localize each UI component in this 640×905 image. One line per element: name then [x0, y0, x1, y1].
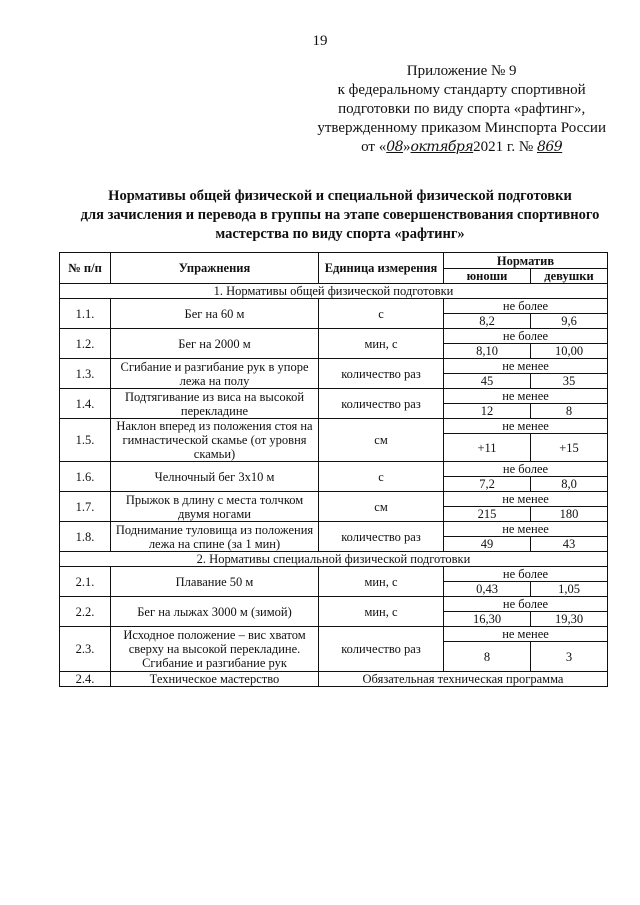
header-unit: Единица измерения	[319, 253, 444, 284]
row-unit: с	[319, 462, 444, 492]
row-exercise: Сгибание и разгибание рук в упоре лежа на полу	[111, 359, 319, 389]
row-exercise: Поднимание туловища из положения лежа на спине (за 1 мин)	[111, 522, 319, 552]
row-exercise: Техническое мастерство	[111, 672, 319, 687]
row-girls-value: 10,00	[531, 344, 608, 359]
row-exercise: Наклон вперед из положения стоя на гимнастической скамье (от уровня скамьи)	[111, 419, 319, 462]
row-condition: не менее	[444, 627, 608, 642]
row-boys-value: +11	[444, 434, 531, 462]
appendix-line-3: подготовки по виду спорта «рафтинг»,	[338, 101, 586, 117]
row-num: 1.2.	[60, 329, 111, 359]
document-title	[40, 187, 640, 244]
order-number: 869	[536, 139, 563, 155]
row-exercise: Бег на 60 м	[111, 299, 319, 329]
row-boys-value: 12	[444, 404, 531, 419]
row-condition: не менее	[444, 522, 608, 537]
row-num: 1.1.	[60, 299, 111, 329]
appendix-line-4: утвержденному приказом Минспорта России	[317, 120, 606, 136]
appendix-date-line	[317, 138, 606, 157]
row-boys-value: 45	[444, 374, 531, 389]
row-girls-value: 19,30	[531, 612, 608, 627]
norms-table	[59, 252, 608, 687]
header-boys: юноши	[444, 269, 531, 284]
row-condition: не менее	[444, 359, 608, 374]
section-title: 1. Нормативы общей физической подготовки	[60, 284, 608, 299]
header-girls: девушки	[531, 269, 608, 284]
title-line-3: мастерства по виду спорта «рафтинг»	[215, 226, 465, 242]
row-condition: не более	[444, 567, 608, 582]
row-girls-value: +15	[531, 434, 608, 462]
row-girls-value: 35	[531, 374, 608, 389]
row-unit: мин, с	[319, 597, 444, 627]
row-exercise: Прыжок в длину с места толчком двумя ногами	[111, 492, 319, 522]
row-unit: количество раз	[319, 627, 444, 672]
row-boys-value: 215	[444, 507, 531, 522]
row-num: 1.7.	[60, 492, 111, 522]
row-exercise: Исходное положение – вис хватом сверху на высокой перекладине. Сгибание и разгибание рук	[111, 627, 319, 672]
header-num: № п/п	[60, 253, 111, 284]
row-boys-value: 8	[444, 642, 531, 672]
row-boys-value: 16,30	[444, 612, 531, 627]
row-num: 1.6.	[60, 462, 111, 492]
row-unit: см	[319, 419, 444, 462]
row-num: 1.5.	[60, 419, 111, 462]
row-exercise: Бег на 2000 м	[111, 329, 319, 359]
row-boys-value: 8,2	[444, 314, 531, 329]
row-condition: не более	[444, 299, 608, 314]
row-exercise: Челночный бег 3х10 м	[111, 462, 319, 492]
appendix-header	[317, 62, 606, 157]
date-prefix: от «	[361, 139, 387, 155]
row-boys-value: 7,2	[444, 477, 531, 492]
row-unit: количество раз	[319, 522, 444, 552]
section-title: 2. Нормативы специальной физической подготовки	[60, 552, 608, 567]
appendix-line-2: к федеральному стандарту спортивной	[337, 82, 586, 98]
header-norm: Норматив	[444, 253, 608, 269]
row-exercise: Бег на лыжах 3000 м (зимой)	[111, 597, 319, 627]
row-exercise: Плавание 50 м	[111, 567, 319, 597]
title-line-2: для зачисления и перевода в группы на этапе совершенствования спортивного	[80, 207, 600, 223]
row-boys-value: 8,10	[444, 344, 531, 359]
row-exercise: Подтягивание из виса на высокой перекладине	[111, 389, 319, 419]
appendix-title: Приложение № 9	[406, 63, 517, 79]
row-girls-value: 9,6	[531, 314, 608, 329]
row-girls-value: 43	[531, 537, 608, 552]
row-unit: мин, с	[319, 567, 444, 597]
row-unit: с	[319, 299, 444, 329]
row-unit: см	[319, 492, 444, 522]
row-boys-value: 49	[444, 537, 531, 552]
row-num: 1.8.	[60, 522, 111, 552]
date-year: 2021 г. №	[473, 139, 534, 155]
page-number: 19	[312, 33, 328, 49]
header-exercise: Упражнения	[111, 253, 319, 284]
row-merged-value: Обязательная техническая программа	[319, 672, 608, 687]
row-condition: не более	[444, 597, 608, 612]
row-num: 1.3.	[60, 359, 111, 389]
row-girls-value: 3	[531, 642, 608, 672]
row-num: 2.2.	[60, 597, 111, 627]
row-num: 1.4.	[60, 389, 111, 419]
row-condition: не более	[444, 329, 608, 344]
row-condition: не более	[444, 462, 608, 477]
row-num: 2.4.	[60, 672, 111, 687]
row-condition: не менее	[444, 492, 608, 507]
title-line-1: Нормативы общей физической и специальной физической подготовки	[108, 188, 572, 204]
row-girls-value: 8,0	[531, 477, 608, 492]
row-girls-value: 8	[531, 404, 608, 419]
row-num: 2.1.	[60, 567, 111, 597]
row-girls-value: 1,05	[531, 582, 608, 597]
row-girls-value: 180	[531, 507, 608, 522]
row-boys-value: 0,43	[444, 582, 531, 597]
date-day: 08	[386, 139, 404, 155]
row-unit: мин, с	[319, 329, 444, 359]
row-unit: количество раз	[319, 359, 444, 389]
row-unit: количество раз	[319, 389, 444, 419]
row-condition: не менее	[444, 419, 608, 434]
date-separator: »	[403, 139, 411, 155]
row-num: 2.3.	[60, 627, 111, 672]
date-month: октября	[410, 139, 474, 155]
row-condition: не менее	[444, 389, 608, 404]
